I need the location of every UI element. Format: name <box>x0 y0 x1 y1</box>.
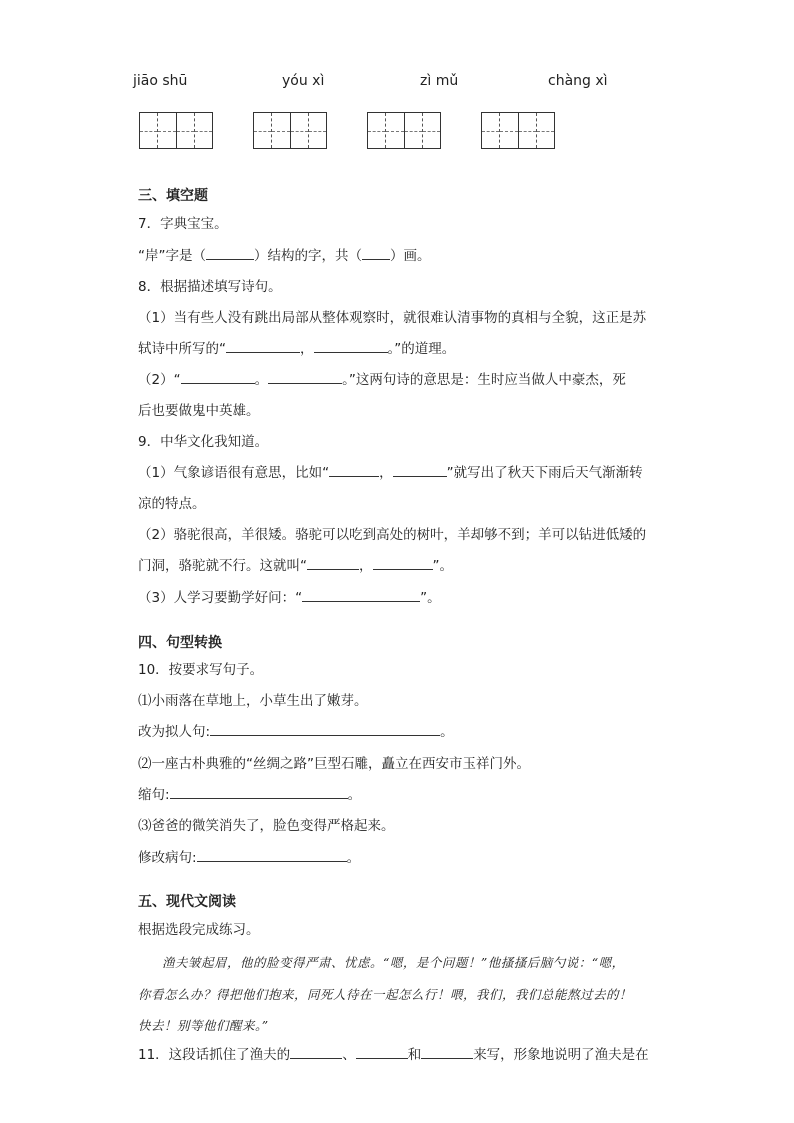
q10-sentence-2: ⑵一座古朴典雅的“丝绸之路”巨型石雕，矗立在西安市玉祥门外。 <box>138 756 530 772</box>
q9-1-blank-1[interactable] <box>329 464 379 477</box>
q9-1-line-a: （1）气象谚语很有意思，比如“ ， ”就写出了秋天下雨后天气渐渐转 <box>138 465 643 481</box>
section-3-title: 三、填空题 <box>138 188 208 204</box>
q9-2-blank-1[interactable] <box>307 557 359 570</box>
q7-blank-structure[interactable] <box>206 247 254 260</box>
q9-3-blank[interactable] <box>302 589 420 602</box>
q8-2-blank-2[interactable] <box>268 371 342 384</box>
q7-title: 7．字典宝宝。 <box>138 216 228 232</box>
section-5-title: 五、现代文阅读 <box>138 894 236 910</box>
q10-task-3: 修改病句: 。 <box>138 850 361 866</box>
q10-task-2: 缩句: 。 <box>138 787 362 803</box>
q9-2-line-a: （2）骆驼很高，羊很矮。骆驼可以吃到高处的树叶，羊却够不到；羊可以钻进低矮的 <box>138 527 647 543</box>
q9-1-blank-2[interactable] <box>393 464 447 477</box>
q8-1-line-a: （1）当有些人没有跳出局部从整体观察时，就很难认清事物的真相与全貌，这正是苏 <box>138 310 647 326</box>
q7-blank-strokes[interactable] <box>362 247 390 260</box>
q9-title: 9．中华文化我知道。 <box>138 434 269 450</box>
q10-answer-1[interactable] <box>210 723 440 736</box>
passage-line-1: 渔夫皱起眉，他的脸变得严肃、忧虑。“嗯，是个问题！”他搔搔后脑勺说：“嗯， <box>162 955 625 970</box>
q8-1-line-b: 轼诗中所写的“ ， 。”的道理。 <box>138 341 456 357</box>
q10-sentence-1: ⑴小雨落在草地上，小草生出了嫩芽。 <box>138 693 368 709</box>
q8-2-line-b: 后也要做鬼中英雄。 <box>138 403 260 419</box>
writing-grid-1[interactable] <box>139 112 213 149</box>
section-4-title: 四、句型转换 <box>138 635 222 651</box>
q8-1-blank-2[interactable] <box>314 340 388 353</box>
writing-grid-4[interactable] <box>481 112 555 149</box>
pinyin-4: chàng xì <box>548 73 608 89</box>
q7-line: “岸”字是（ ）结构的字，共（ ）画。 <box>138 248 431 264</box>
q9-1-line-b: 凉的特点。 <box>138 496 206 512</box>
q9-2-line-b: 门洞，骆驼就不行。这就叫“ ， ”。 <box>138 558 453 574</box>
q10-title: 10．按要求写句子。 <box>138 662 264 678</box>
writing-grid-3[interactable] <box>367 112 441 149</box>
section-5-intro: 根据选段完成练习。 <box>138 922 260 938</box>
pinyin-2: yóu xì <box>282 73 325 89</box>
q11-blank-1[interactable] <box>290 1046 342 1059</box>
q8-1-blank-1[interactable] <box>226 340 300 353</box>
q8-title: 8．根据描述填写诗句。 <box>138 279 282 295</box>
passage-line-3: 快去！别等他们醒来。” <box>138 1018 269 1033</box>
q9-3-line: （3）人学习要勤学好问：“ ”。 <box>138 590 441 606</box>
passage-line-2: 你看怎么办？得把他们抱来，同死人待在一起怎么行！喂，我们，我们总能熬过去的！ <box>138 987 633 1002</box>
q10-answer-3[interactable] <box>197 849 347 862</box>
q8-2-line-a: （2）“ 。 。”这两句诗的意思是：生时应当做人中豪杰，死 <box>138 372 626 388</box>
q11-line: 11．这段话抓住了渔夫的 、 和 来写，形象地说明了渔夫是在 <box>138 1047 649 1063</box>
q11-blank-3[interactable] <box>421 1046 473 1059</box>
q10-sentence-3: ⑶爸爸的微笑消失了，脸色变得严格起来。 <box>138 818 395 834</box>
pinyin-1: jiāo shū <box>133 73 188 89</box>
writing-grid-2[interactable] <box>253 112 327 149</box>
q9-2-blank-2[interactable] <box>373 557 433 570</box>
q10-answer-2[interactable] <box>170 786 348 799</box>
q10-task-1: 改为拟人句: 。 <box>138 724 454 740</box>
pinyin-3: zì mǔ <box>420 73 459 89</box>
q11-blank-2[interactable] <box>356 1046 408 1059</box>
q8-2-blank-1[interactable] <box>181 371 255 384</box>
